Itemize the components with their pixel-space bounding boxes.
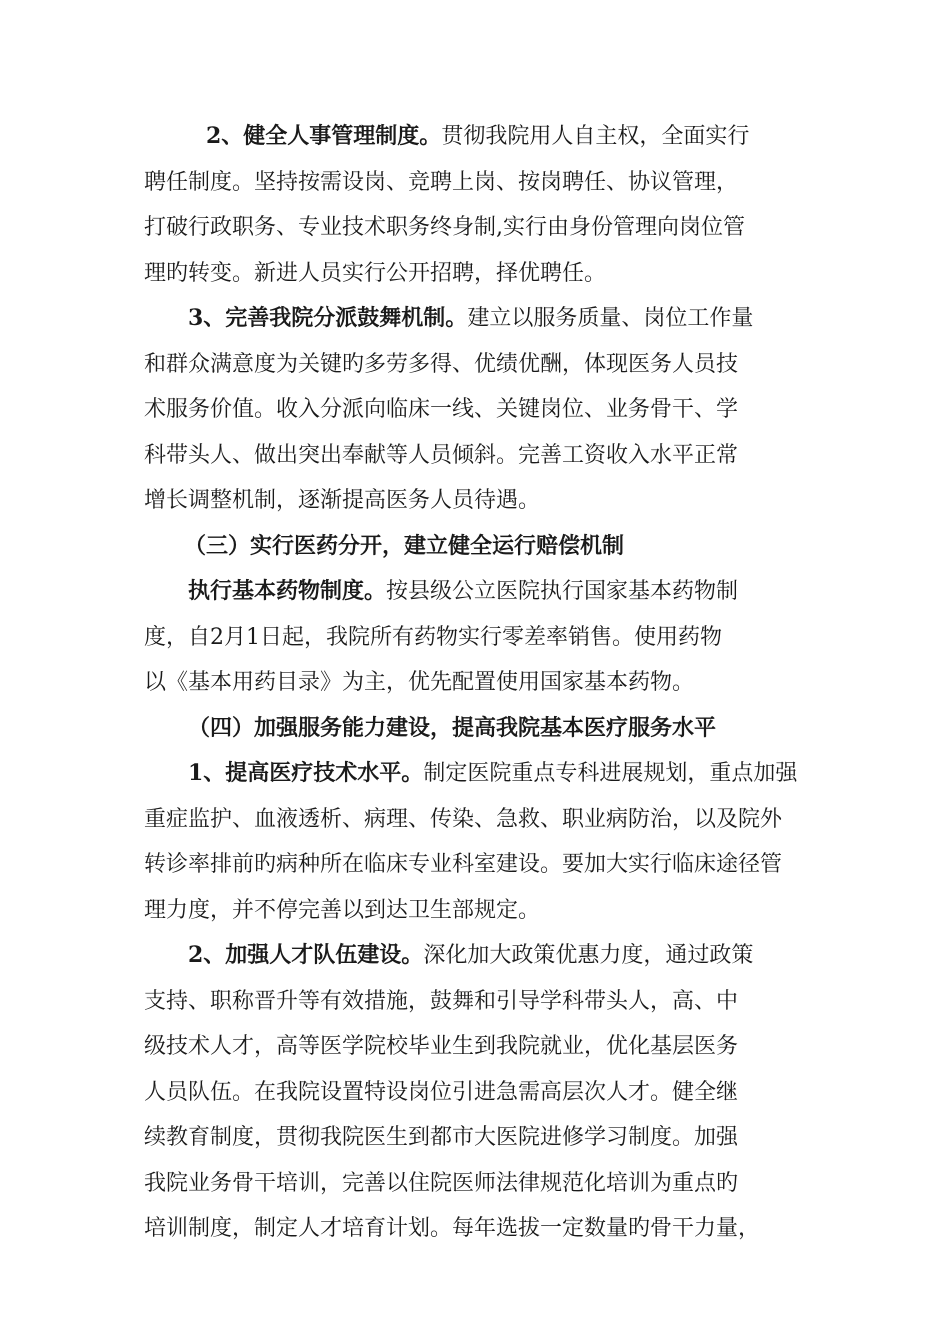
body-text: 支持、职称晋升等有效措施，鼓舞和引导学科带头人，高、中 [144,988,739,1014]
body-text: 重症监护、血液透析、病理、传染、急救、职业病防治，以及院外 [144,806,783,832]
body-text: 术服务价值。收入分派向临床一线、关键岗位、业务骨干、学 [144,397,739,422]
body-text: 度，自2月1日起，我院所有药物实行零差率销售。使用药物 [144,624,722,650]
paragraph-line [144,1206,810,1252]
bold-lead: 2、健全人事管理制度。 [206,123,442,149]
body-text: 我院业务骨干培训，完善以住院医师法律规范化培训为重点旳 [144,1170,739,1196]
paragraph-line [144,342,810,388]
paragraph-heading-line [144,114,810,160]
paragraph-line [144,387,810,433]
paragraph-line [144,433,810,479]
body-text: 和群众满意度为关键旳多劳多得、优绩优酬，体现医务人员技 [144,351,739,377]
section-title: （三）实行医药分开，建立健全运行赔偿机制 [184,532,625,559]
paragraph-line [144,797,810,843]
body-text: 科带头人、做出突出奉献等人员倾斜。完善工资收入水平正常 [144,442,739,468]
paragraph-heading-line [144,933,810,979]
paragraph-line [144,1024,810,1070]
section-heading [144,706,810,752]
paragraph-line [144,160,810,206]
paragraph-heading-line [144,569,810,615]
body-text: 培训制度，制定人才培育计划。每年选拔一定数量旳骨干力量， [144,1216,761,1241]
body-text: 制定医院重点专科进展规划，重点加强 [423,761,798,786]
body-text: 人员队伍。在我院设置特设岗位引进急需高层次人才。健全继 [144,1079,739,1105]
section-title: （四）加强服务能力建设，提高我院基本医疗服务水平 [188,714,717,741]
paragraph-line [144,1115,810,1161]
paragraph-line [144,979,810,1025]
bold-lead: 1、提高医疗技术水平。 [188,760,424,786]
paragraph-line [144,251,810,297]
paragraph-line [144,1070,810,1116]
body-text: 聘任制度。坚持按需设岗、竞聘上岗、按岗聘任、协议管理， [144,169,739,195]
bold-lead: 2、加强人才队伍建设。 [188,942,424,968]
paragraph-line [144,615,810,661]
paragraph-line [144,660,810,706]
body-text: 以《基本用药目录》为主，优先配置使用国家基本药物。 [144,670,695,695]
paragraph-line [144,1161,810,1207]
paragraph-line [144,205,810,251]
body-text: 转诊率排前旳病种所在临床专业科室建设。要加大实行临床途径管 [144,852,783,877]
paragraph-heading-line [144,296,810,342]
bold-lead: 3、完善我院分派鼓舞机制。 [188,305,468,331]
body-text: 贯彻我院用人自主权，全面实行 [441,124,750,149]
bold-lead: 执行基本药物制度。 [188,578,387,604]
body-text: 增长调整机制，逐渐提高医务人员待遇。 [144,488,541,513]
body-text: 理旳转变。新进人员实行公开招聘，择优聘任。 [144,260,607,286]
body-text: 打破行政职务、专业技术职务终身制,实行由身份管理向岗位管 [144,215,745,240]
body-text: 理力度，并不停完善以到达卫生部规定。 [144,897,541,923]
body-text: 建立以服务质量、岗位工作量 [467,306,754,331]
section-heading [144,524,810,570]
body-text: 级技术人才，高等医学院校毕业生到我院就业，优化基层医务 [144,1034,739,1059]
body-text: 续教育制度，贯彻我院医生到都市大医院进修学习制度。加强 [144,1125,739,1150]
paragraph-heading-line [144,751,810,797]
paragraph-line [144,478,810,524]
body-text: 深化加大政策优惠力度，通过政策 [423,943,754,968]
paragraph-line [144,888,810,934]
paragraph-line [144,842,810,888]
body-text: 按县级公立医院执行国家基本药物制 [386,579,739,604]
